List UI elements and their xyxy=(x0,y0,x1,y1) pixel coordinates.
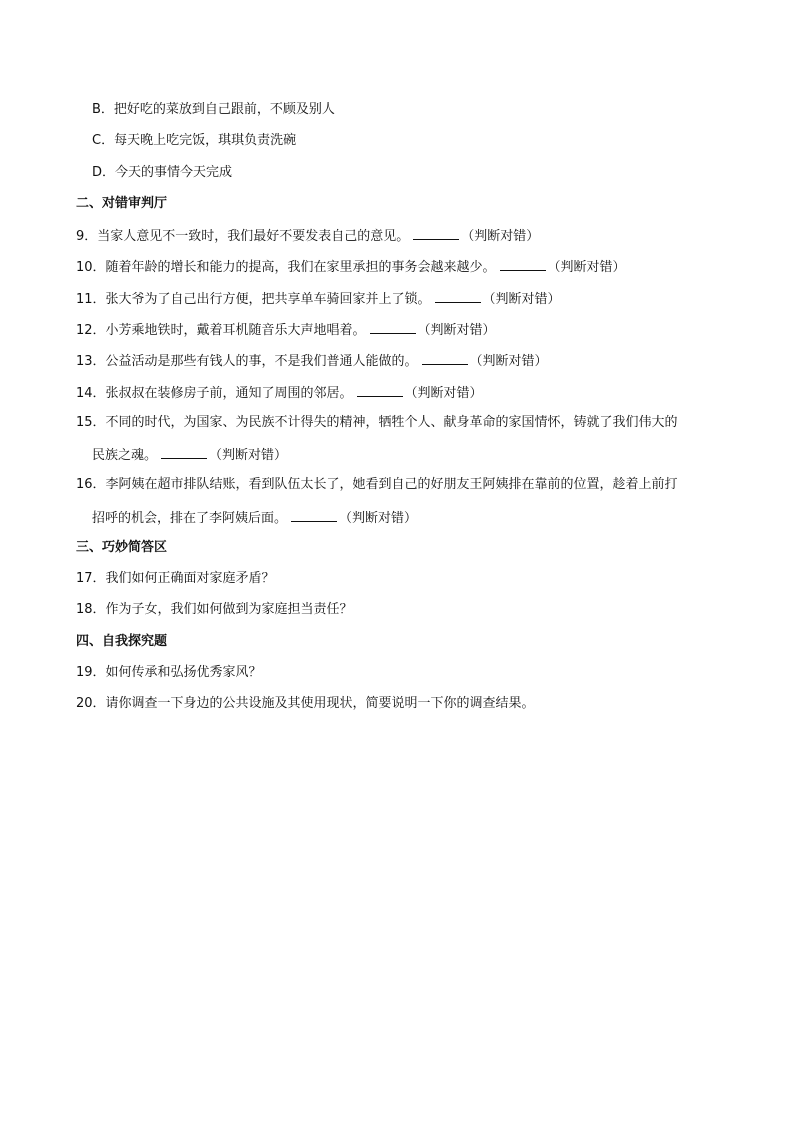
judge-hint: （判断对错） xyxy=(417,323,496,338)
judge-hint: （判断对错） xyxy=(404,386,483,401)
question-16-line-2 xyxy=(92,508,752,528)
question-text: 10．随着年龄的增长和能力的提高，我们在家里承担的事务会越来越少。 xyxy=(76,260,496,275)
question-9 xyxy=(76,226,736,246)
judge-hint: （判断对错） xyxy=(482,292,561,307)
option-c: C．每天晚上吃完饭，琪琪负责洗碗 xyxy=(92,133,297,148)
question-text: 民族之魂。 xyxy=(92,448,158,463)
question-17: 17．我们如何正确面对家庭矛盾？ xyxy=(76,571,275,586)
question-15-line-2 xyxy=(92,445,752,465)
judge-hint: （判断对错） xyxy=(547,260,626,275)
judge-hint: （判断对错） xyxy=(461,229,540,244)
answer-blank[interactable] xyxy=(357,383,403,397)
question-16-line-1: 16．李阿姨在超市排队结账，看到队伍太长了，她看到自己的好朋友王阿姨排在靠前的位置，趁着上前打 xyxy=(76,477,678,492)
question-text: 14．张叔叔在装修房子前，通知了周围的邻居。 xyxy=(76,386,353,401)
question-18: 18．作为子女，我们如何做到为家庭担当责任？ xyxy=(76,602,353,617)
option-d: D．今天的事情今天完成 xyxy=(92,165,233,180)
answer-blank[interactable] xyxy=(370,320,416,334)
answer-blank[interactable] xyxy=(500,257,546,271)
question-text: 招呼的机会，排在了李阿姨后面。 xyxy=(92,511,288,526)
question-14 xyxy=(76,383,736,403)
answer-blank[interactable] xyxy=(435,289,481,303)
judge-hint: （判断对错） xyxy=(339,511,418,526)
judge-hint: （判断对错） xyxy=(209,448,288,463)
answer-blank[interactable] xyxy=(413,226,459,240)
section-heading-judge: 二、对错审判厅 xyxy=(76,196,168,211)
question-19: 19．如何传承和弘扬优秀家风？ xyxy=(76,665,262,680)
option-b: B．把好吃的菜放到自己跟前，不顾及别人 xyxy=(92,102,335,117)
question-text: 13．公益活动是那些有钱人的事，不是我们普通人能做的。 xyxy=(76,354,418,369)
judge-hint: （判断对错） xyxy=(469,354,548,369)
question-15-line-1: 15．不同的时代，为国家、为民族不计得失的精神，牺牲个人、献身革命的家国情怀，铸就了我们伟大的 xyxy=(76,415,678,430)
question-10 xyxy=(76,257,736,277)
question-text: 11．张大爷为了自己出行方便，把共享单车骑回家并上了锁。 xyxy=(76,292,431,307)
question-text: 9．当家人意见不一致时，我们最好不要发表自己的意见。 xyxy=(76,229,410,244)
section-heading-explore: 四、自我探究题 xyxy=(76,634,168,649)
question-13 xyxy=(76,351,736,371)
answer-blank[interactable] xyxy=(161,445,207,459)
question-20: 20．请你调查一下身边的公共设施及其使用现状，简要说明一下你的调查结果。 xyxy=(76,696,535,711)
section-heading-short-answer: 三、巧妙简答区 xyxy=(76,540,168,555)
answer-blank[interactable] xyxy=(422,351,468,365)
question-text: 12．小芳乘地铁时，戴着耳机随音乐大声地唱着。 xyxy=(76,323,366,338)
question-12 xyxy=(76,320,736,340)
question-11 xyxy=(76,289,736,309)
answer-blank[interactable] xyxy=(291,508,337,522)
